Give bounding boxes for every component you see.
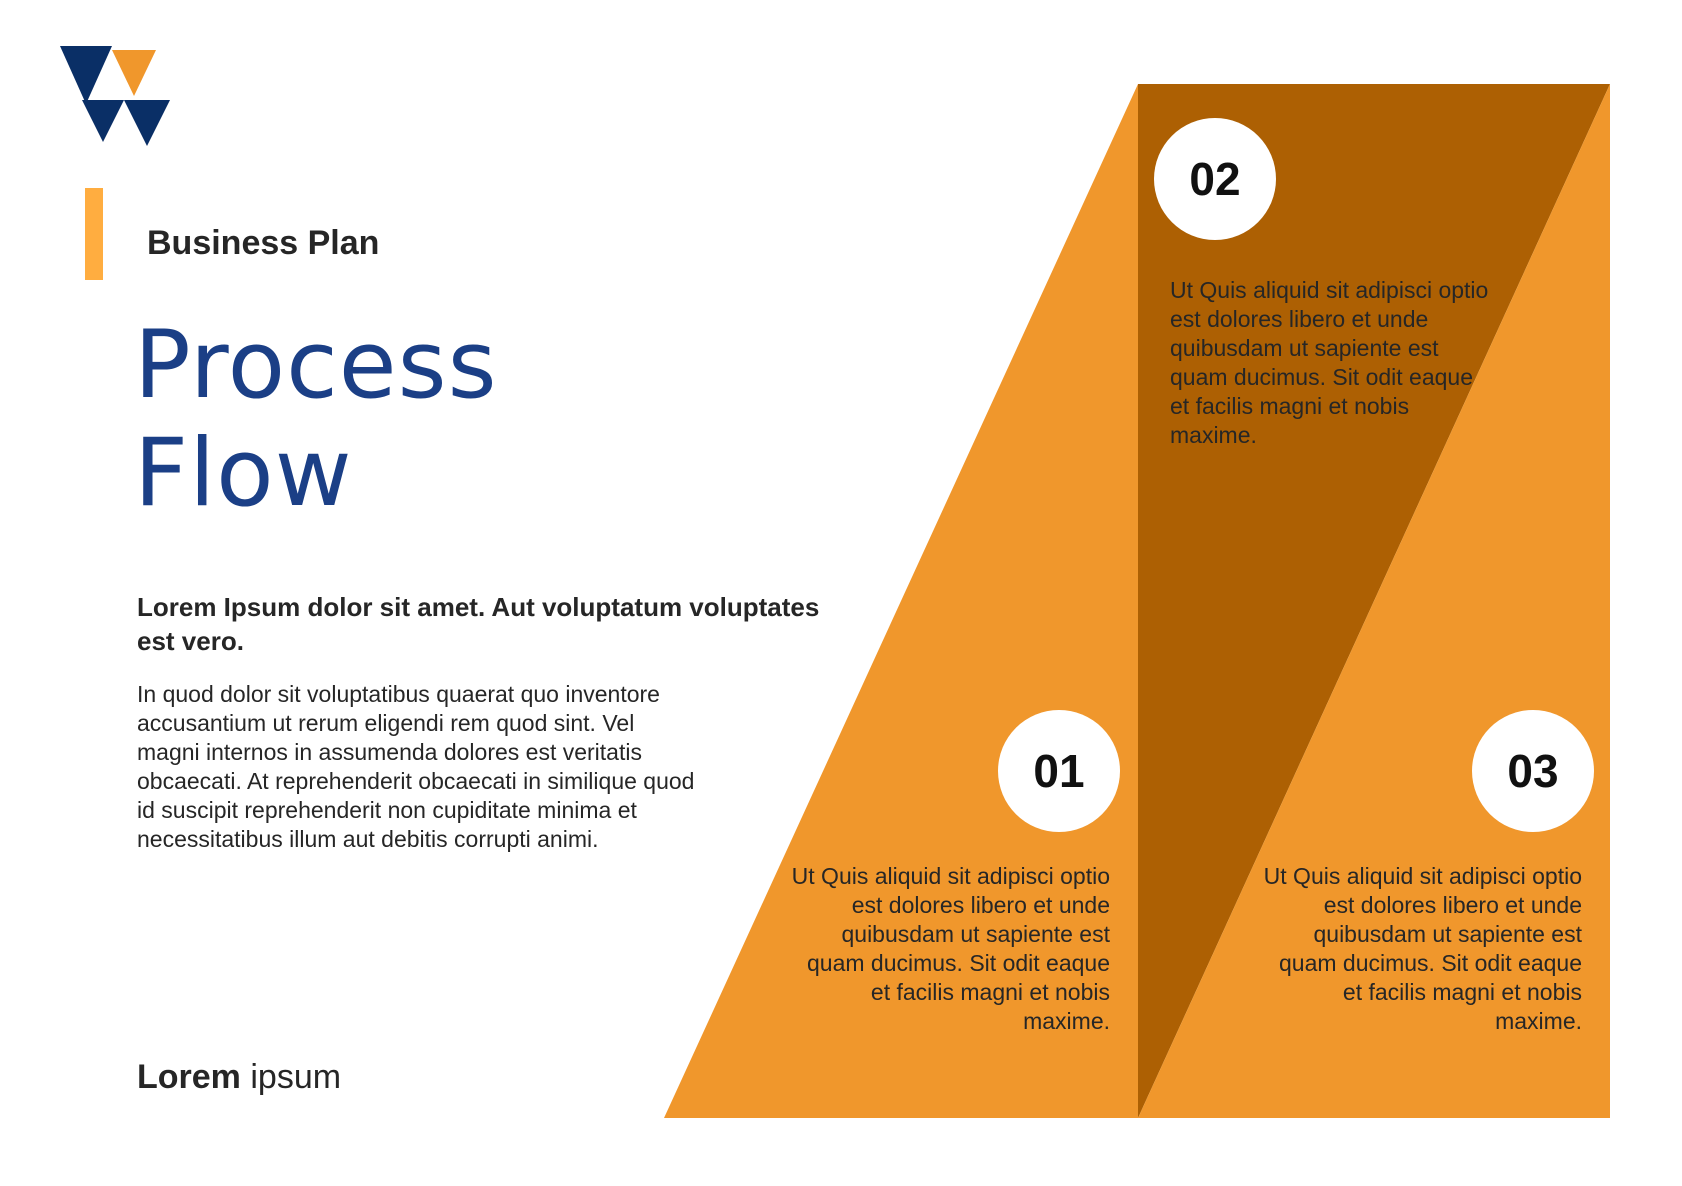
step-01-text: Ut Quis aliquid sit adipisci optio est dolores libero et unde quibusdam ut sapiente est quam ducimus. Sit odit eaque et facilis magni et nobis maxime. bbox=[791, 863, 1110, 1034]
footer-label-regular: ipsum bbox=[240, 1058, 342, 1096]
step-02-text: Ut Quis aliquid sit adipisci optio est dolores libero et unde quibusdam ut sapiente est quam ducimus. Sit odit eaque et facilis magni et nobis maxime. bbox=[1170, 277, 1489, 448]
page-title-line2: Flow bbox=[134, 419, 353, 528]
lead-paragraph: Lorem Ipsum dolor sit amet. Aut voluptatum voluptates est vero. bbox=[137, 592, 820, 656]
step-02-number: 02 bbox=[1154, 118, 1276, 240]
subtitle: Business Plan bbox=[147, 224, 380, 262]
step-01-number: 01 bbox=[998, 710, 1120, 832]
step-03-text: Ut Quis aliquid sit adipisci optio est dolores libero et unde quibusdam ut sapiente est quam ducimus. Sit odit eaque et facilis magni et nobis maxime. bbox=[1263, 863, 1582, 1034]
page-title-line1: Process bbox=[134, 311, 498, 420]
body-paragraph: In quod dolor sit voluptatibus quaerat quo inventore accusantium ut rerum eligendi rem quod sint. Vel magni internos in assumenda dolores est veritatis obcaecati. At reprehenderit obcaecati in similique quod id suscipit reprehenderit non cupiditate minima et necessitatibus illum aut debitis corrupti animi. bbox=[137, 681, 695, 852]
footer-label-bold: Lorem bbox=[137, 1058, 241, 1096]
step-03-number: 03 bbox=[1472, 710, 1594, 832]
